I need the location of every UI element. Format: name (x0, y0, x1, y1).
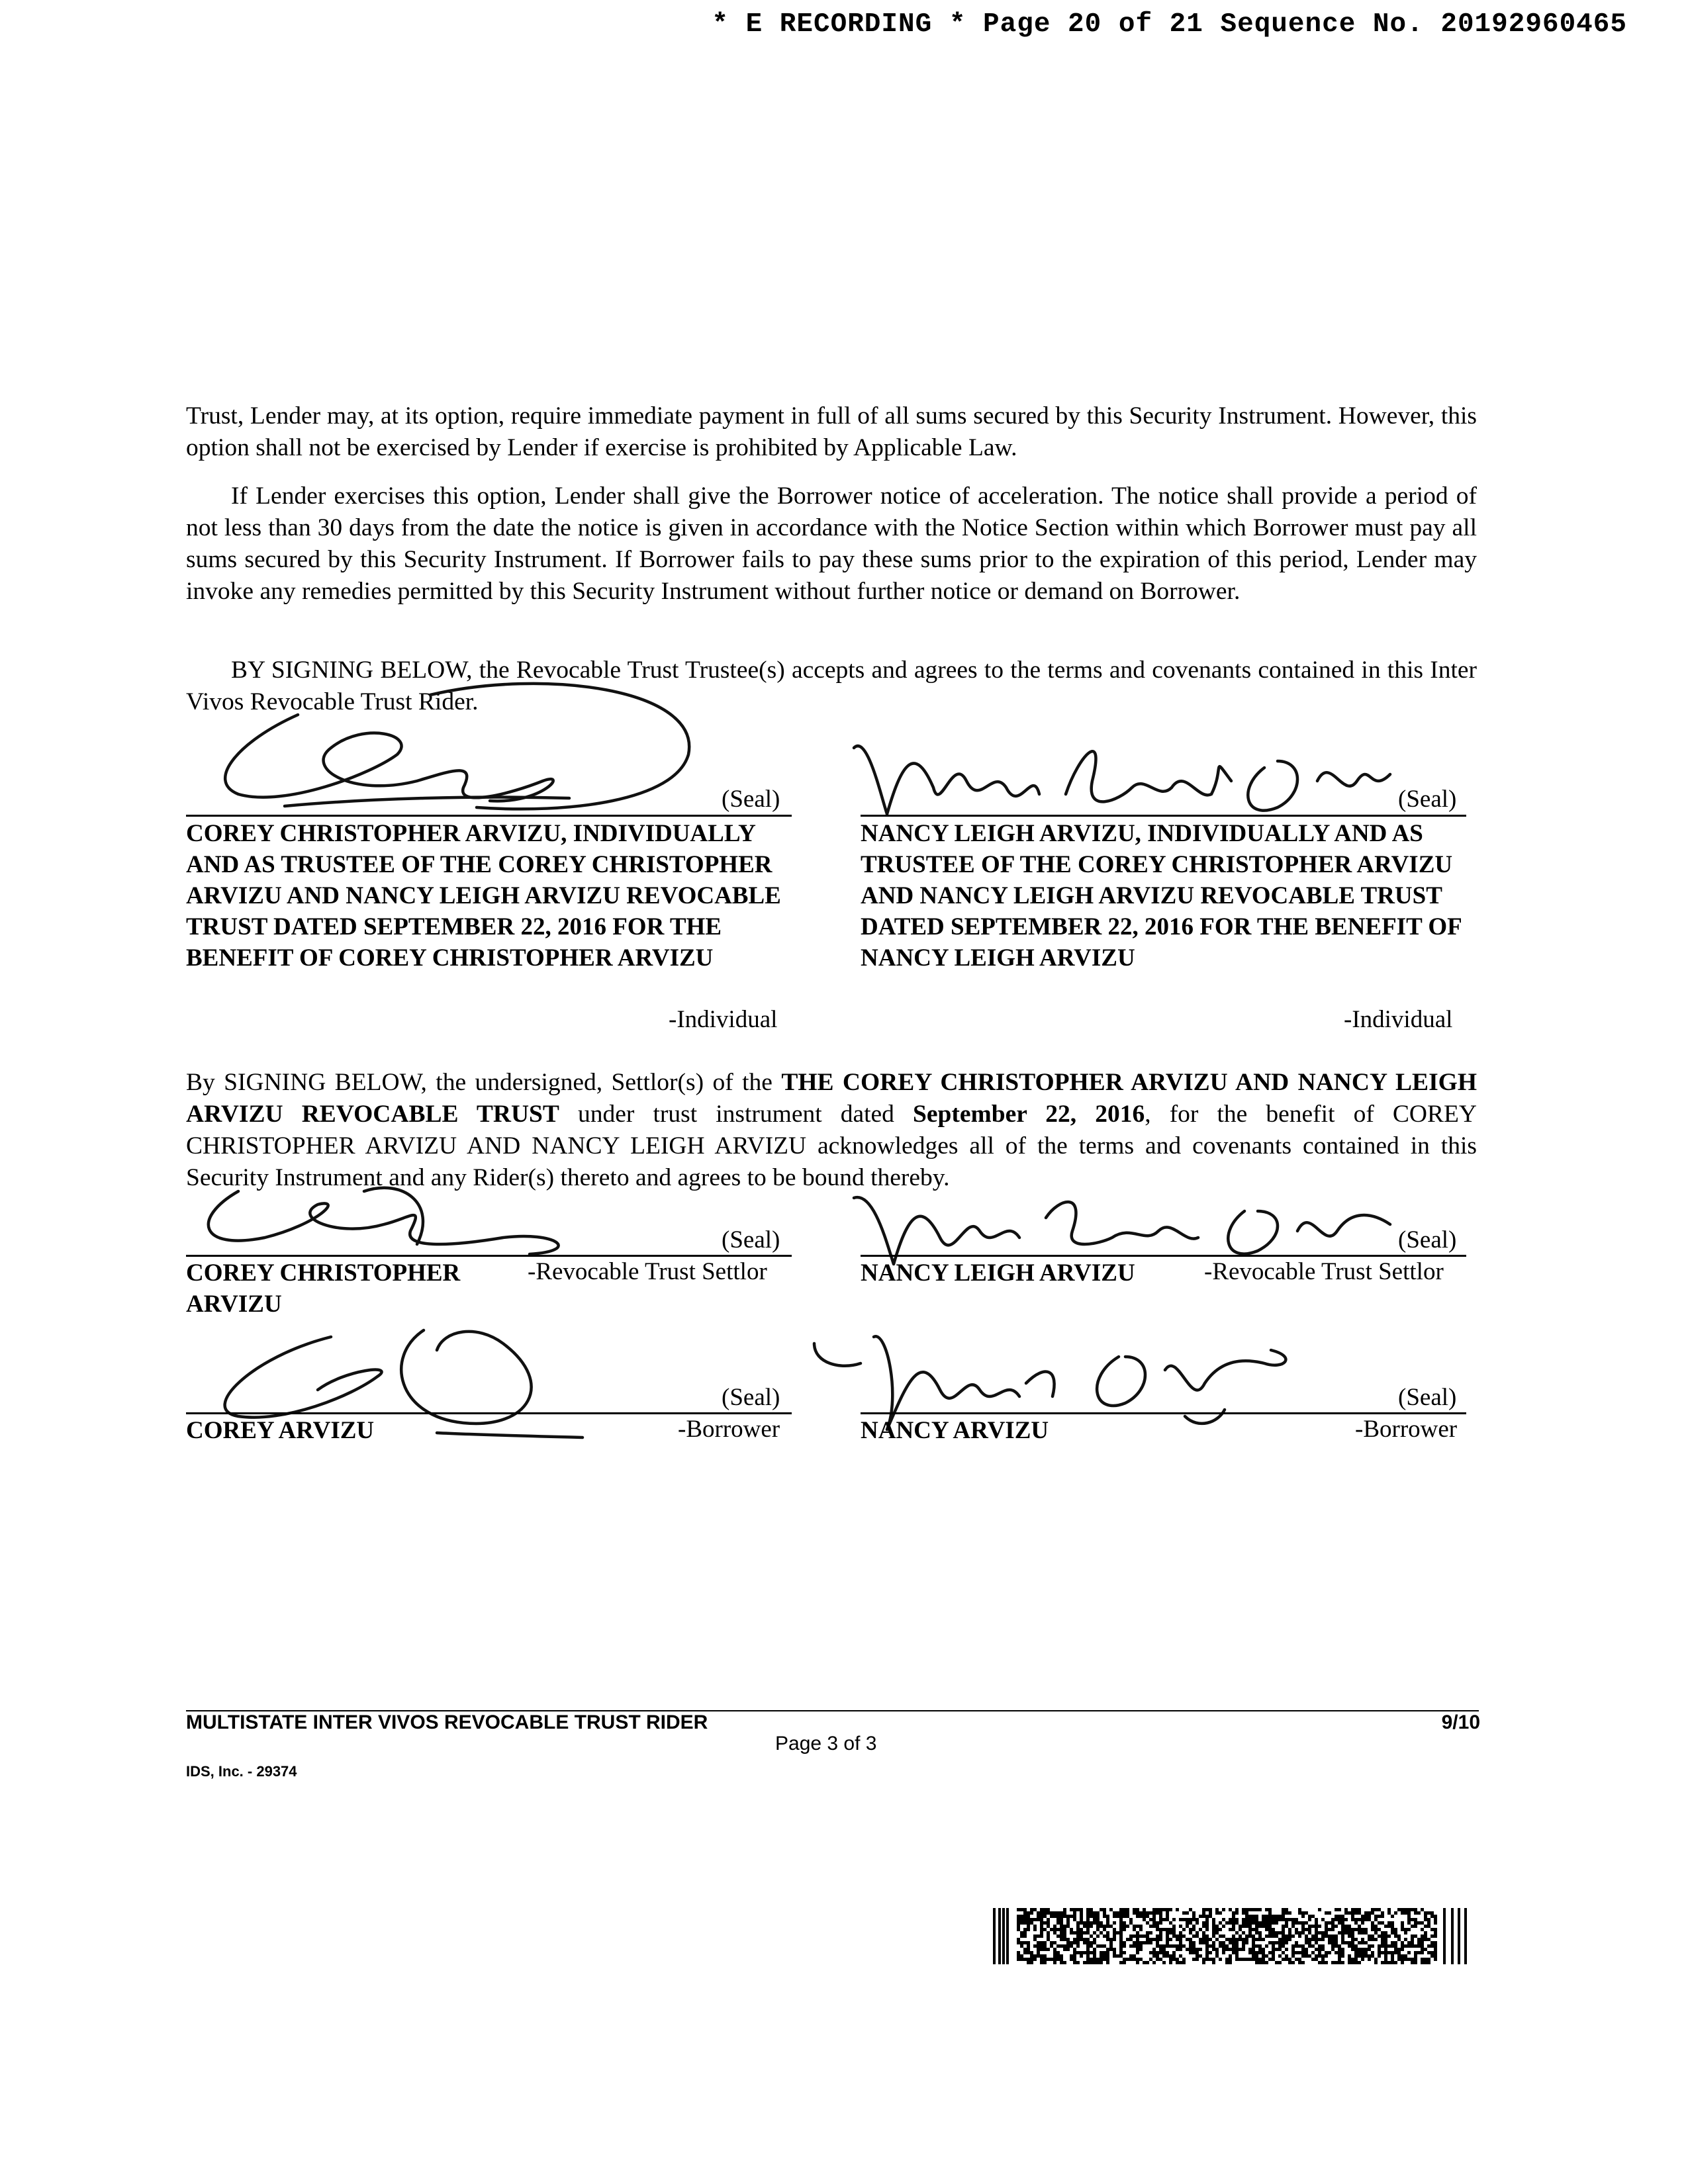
settlor-signature-line-left (186, 1255, 792, 1257)
seal-label: (Seal) (1398, 1226, 1457, 1253)
borrower-signature-line-left (186, 1412, 792, 1414)
borrower-signature-line-right (861, 1412, 1466, 1414)
seal-label: (Seal) (1398, 1384, 1457, 1411)
settlor-text-part2: under trust instrument dated (559, 1101, 913, 1128)
paragraph-trustee-agreement: BY SIGNING BELOW, the Revocable Trust Trustee(s) accepts and agrees to the terms and covenants contained in this Inter Vivos Revocable Trust Rider. (186, 657, 1477, 715)
signer-role: -Individual (669, 1006, 778, 1033)
seal-label: (Seal) (1398, 786, 1457, 813)
signer-role: -Borrower (678, 1416, 780, 1443)
settlor-signature-line-right (861, 1255, 1466, 1257)
settlor-text-part3: , for the benefit of COREY CHRISTOPHER ARVIZU AND NANCY LEIGH ARVIZU acknowledges all of the terms and covenants contained in this Security Instrument and any Rider(s) thereto and agrees to be bound thereby. (186, 1101, 1477, 1191)
settlor-name-corey-line1: COREY CHRISTOPHER (186, 1259, 461, 1287)
trustee-name-nancy: NANCY LEIGH ARVIZU, INDIVIDUALLY AND AS TRUSTEE OF THE COREY CHRISTOPHER ARVIZU AND NANCY LEIGH ARVIZU REVOCABLE TRUST DATED SEPTEMBER 22, 2016 FOR THE BENEFIT OF NANCY LEIGH ARVIZU (861, 820, 1462, 972)
signer-role: -Revocable Trust Settlor (528, 1258, 767, 1285)
footer-vendor: IDS, Inc. - 29374 (186, 1763, 297, 1780)
settlor-text-part1: By SIGNING BELOW, the undersigned, Settlor(s) of the (186, 1069, 782, 1096)
seal-label: (Seal) (722, 1384, 780, 1411)
trust-date: September 22, 2016 (913, 1101, 1145, 1128)
seal-label: (Seal) (722, 1226, 780, 1253)
trustee-signature-line-right (861, 815, 1466, 817)
signer-role: -Borrower (1355, 1416, 1458, 1443)
trustee-signature-corey (199, 682, 741, 824)
footer-title: MULTISTATE INTER VIVOS REVOCABLE TRUST RIDER (186, 1711, 708, 1733)
settlor-signature-corey (185, 1165, 649, 1261)
trustee-signature-line-left (186, 815, 792, 817)
paragraph-notice: If Lender exercises this option, Lender shall give the Borrower notice of acceleration. The notice shall provide a period of not less than 30 days from the date the notice is given in accordance with the Notice Section within which Borrower must pay all sums secured by this Security Instrument. If Borrower fails to pay these sums prior to the expiration of this period, Lender may invoke any remedies permitted by this Security Instrument without further notice or demand on Borrower. (186, 482, 1477, 605)
trust-name: THE COREY CHRISTOPHER ARVIZU AND NANCY LEIGH ARVIZU REVOCABLE TRUST (186, 1069, 1477, 1128)
barcode (993, 1908, 1470, 1968)
seal-label: (Seal) (722, 786, 780, 813)
borrower-name-corey: COREY ARVIZU (186, 1417, 375, 1444)
recording-stamp: * E RECORDING * Page 20 of 21 Sequence No. 20192960465 (712, 9, 1627, 40)
settlor-name-corey-line2: ARVIZU (186, 1291, 282, 1318)
footer-page-code: 9/10 (1441, 1711, 1480, 1733)
trustee-name-corey: COREY CHRISTOPHER ARVIZU, INDIVIDUALLY AND AS TRUSTEE OF THE COREY CHRISTOPHER ARVIZU AND NANCY LEIGH ARVIZU REVOCABLE TRUST DATED SEPTEMBER 22, 2016 FOR THE BENEFIT OF COREY CHRISTOPHER ARVIZU (186, 820, 781, 972)
settlor-name-nancy: NANCY LEIGH ARVIZU (861, 1259, 1135, 1287)
footer-page-number: Page 3 of 3 (775, 1733, 877, 1754)
paragraph-acceleration: Trust, Lender may, at its option, require immediate payment in full of all sums secured by this Security Instrument. However, this option shall not be exercised by Lender if exercise is prohibited by Applicable Law. (186, 402, 1477, 461)
signer-role: -Revocable Trust Settlor (1204, 1258, 1444, 1285)
borrower-name-nancy: NANCY ARVIZU (861, 1417, 1049, 1444)
signer-role: -Individual (1344, 1006, 1453, 1033)
